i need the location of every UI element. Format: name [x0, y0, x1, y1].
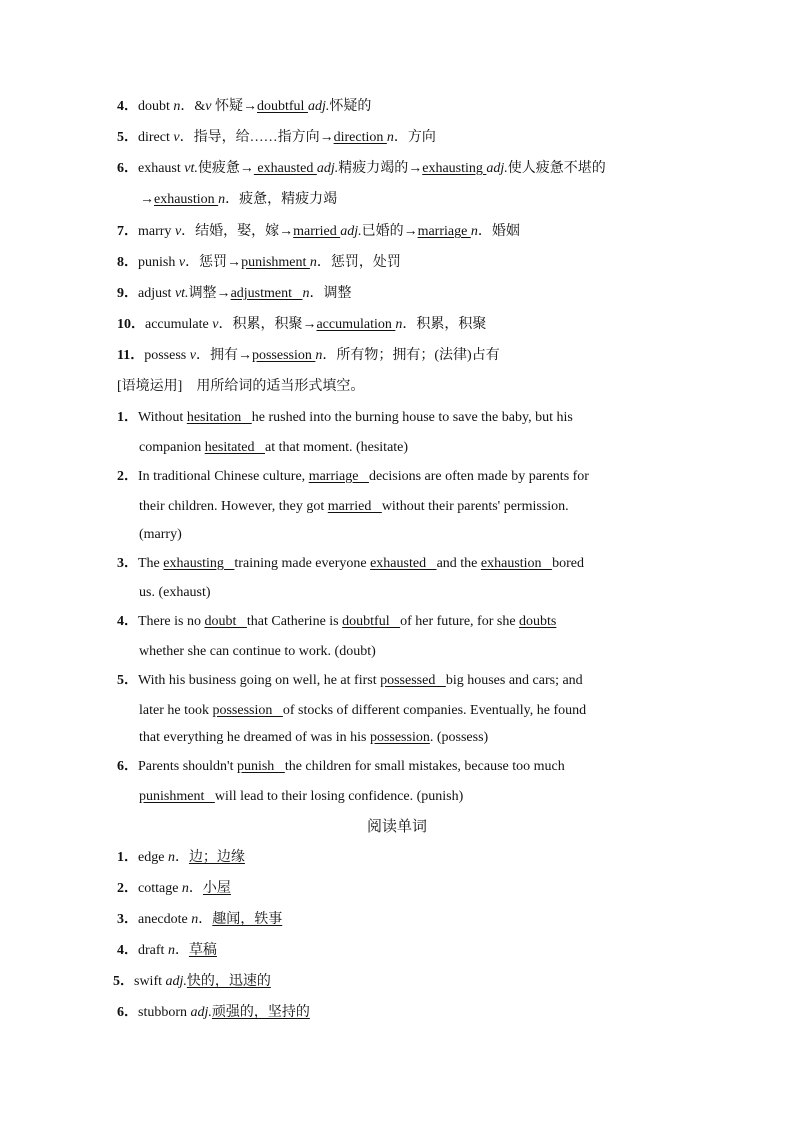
- answer: 边；边缘: [188, 850, 245, 865]
- text: Without: [138, 410, 187, 425]
- text: The: [138, 556, 164, 571]
- reading-word-item: [117, 941, 217, 961]
- part-of-speech: n: [386, 130, 394, 145]
- text: without their parents' permission.: [381, 499, 569, 514]
- text: big houses and cars; and: [445, 673, 583, 688]
- word: draft: [138, 943, 168, 958]
- answer: possession: [212, 703, 283, 718]
- answer: exhaustion: [480, 556, 553, 571]
- text: 怀疑→: [211, 99, 257, 114]
- part-of-speech: n: [395, 317, 403, 332]
- answer: adjustment: [230, 286, 303, 301]
- item-number: 8．: [117, 255, 138, 270]
- word: possess: [144, 348, 190, 363]
- reading-word-item: [117, 848, 245, 868]
- vocab-item-continued: [140, 190, 337, 210]
- item-number: 4．: [117, 943, 138, 958]
- text: of stocks of different companies. Eventually, he found: [282, 703, 587, 718]
- answer: exhausted: [253, 161, 317, 176]
- part-of-speech: adj.: [190, 1005, 212, 1020]
- item-number: 2．: [117, 881, 138, 896]
- text: will lead to their losing confidence. (punish): [214, 789, 464, 804]
- word: marry: [138, 224, 175, 239]
- answer: possession: [251, 348, 316, 363]
- item-number: 5．: [117, 673, 138, 688]
- word: stubborn: [138, 1005, 191, 1020]
- text: (marry): [139, 527, 182, 542]
- text: There is no: [138, 614, 205, 629]
- text: companion: [139, 440, 205, 455]
- vocab-item: [117, 97, 371, 117]
- word: adjust: [138, 286, 175, 301]
- text: ．&: [180, 99, 206, 114]
- part-of-speech: adj.: [486, 161, 508, 176]
- text: ．方向: [393, 130, 436, 145]
- item-number: 6．: [117, 759, 138, 774]
- answer: exhaustion: [154, 192, 219, 207]
- text: whether she can continue to work. (doubt): [139, 644, 376, 659]
- item-number: 1．: [117, 850, 138, 865]
- answer: exhausting: [163, 556, 235, 571]
- item-number: 7．: [117, 224, 138, 239]
- text: 调整→: [188, 286, 231, 301]
- part-of-speech: v: [178, 255, 186, 270]
- text: ．结婚，娶，嫁→: [181, 224, 294, 239]
- part-of-speech: n: [218, 192, 226, 207]
- text: decisions are often made by parents for: [368, 469, 589, 484]
- answer: direction: [333, 130, 387, 145]
- answer: hesitation: [186, 410, 252, 425]
- text: of her future, for she: [400, 614, 520, 629]
- context-line: [139, 728, 488, 748]
- item-number: 4．: [117, 614, 138, 629]
- text: ．疲惫，精疲力竭: [225, 192, 338, 207]
- text: ．积累，积聚: [402, 317, 487, 332]
- context-line: [117, 467, 589, 487]
- vocab-item: [117, 346, 500, 366]
- reading-word-item: [117, 1003, 310, 1023]
- text: ．积累，积聚→: [218, 317, 317, 332]
- word: punish: [138, 255, 179, 270]
- part-of-speech: v: [212, 317, 219, 332]
- part-of-speech: n: [167, 850, 175, 865]
- part-of-speech: adj.: [316, 161, 339, 176]
- part-of-speech: n: [191, 912, 199, 927]
- answer: doubt: [204, 614, 247, 629]
- part-of-speech: n: [470, 224, 478, 239]
- part-of-speech: n: [309, 255, 317, 270]
- part-of-speech: adj.: [307, 99, 330, 114]
- text: ．拥有→: [195, 348, 252, 363]
- text: In traditional Chinese culture,: [138, 469, 309, 484]
- text: . (possess): [429, 730, 489, 745]
- answer: marriage: [417, 224, 471, 239]
- text: With his business going on well, he at first: [138, 673, 381, 688]
- separator: ．: [174, 850, 189, 865]
- part-of-speech: n: [181, 881, 189, 896]
- text: ．婚姻: [477, 224, 520, 239]
- text: the children for small mistakes, because too much: [284, 759, 565, 774]
- item-number: 4．: [117, 99, 138, 114]
- part-of-speech: n: [173, 99, 181, 114]
- answer: punish: [236, 759, 285, 774]
- context-line: [139, 438, 408, 458]
- part-of-speech: n: [315, 348, 323, 363]
- item-number: 3．: [117, 556, 138, 571]
- word: doubt: [138, 99, 174, 114]
- vocab-item: [117, 284, 352, 304]
- item-number: 6．: [117, 161, 138, 176]
- item-number: 6．: [117, 1005, 138, 1020]
- text: 怀疑的: [329, 99, 372, 114]
- text: at that moment. (hesitate): [264, 440, 409, 455]
- word: swift: [134, 974, 166, 989]
- context-line: [139, 583, 211, 603]
- text: ．惩罚，处罚: [316, 255, 401, 270]
- item-number: 3．: [117, 912, 138, 927]
- reading-word-item: [113, 972, 271, 992]
- vocab-item: [117, 315, 486, 335]
- answer: married: [293, 224, 341, 239]
- item-number: 9．: [117, 286, 138, 301]
- word: accumulate: [145, 317, 213, 332]
- answer: doubtful: [342, 614, 401, 629]
- context-line: [139, 701, 586, 721]
- answer: 顽强的，坚持的: [211, 1005, 310, 1020]
- context-line: [139, 787, 463, 807]
- answer: doubtful: [257, 99, 308, 114]
- separator: ．: [198, 912, 213, 927]
- text: 已婚的→: [361, 224, 418, 239]
- vocab-item: [117, 159, 606, 179]
- part-of-speech: v: [174, 224, 182, 239]
- separator: ．: [174, 943, 189, 958]
- answer: marriage: [308, 469, 369, 484]
- part-of-speech: n: [302, 286, 310, 301]
- answer: married: [327, 499, 382, 514]
- item-number: 10．: [117, 317, 145, 332]
- context-line: [117, 671, 583, 691]
- text: and the: [436, 556, 481, 571]
- answer: doubts: [519, 614, 557, 629]
- text: later he took: [139, 703, 213, 718]
- item-number: 5．: [117, 130, 138, 145]
- context-line: [139, 525, 182, 545]
- section-heading-context: [语境运用] 用所给词的适当形式填空。: [117, 379, 365, 394]
- text: 使疲惫→: [197, 161, 254, 176]
- reading-word-item: [117, 910, 282, 930]
- part-of-speech: v: [189, 348, 196, 363]
- text: that everything he dreamed of was in his: [139, 730, 370, 745]
- context-line: [117, 554, 584, 574]
- answer: hesitated: [204, 440, 265, 455]
- word: anecdote: [138, 912, 192, 927]
- text: ．调整: [309, 286, 352, 301]
- part-of-speech: adj.: [340, 224, 362, 239]
- text: ．指导，给……指方向→: [179, 130, 334, 145]
- text: their children. However, they got: [139, 499, 328, 514]
- text: us. (exhaust): [139, 585, 211, 600]
- text: he rushed into the burning house to save the baby, but his: [251, 410, 573, 425]
- word: exhaust: [138, 161, 185, 176]
- vocab-item: [117, 128, 436, 148]
- word: edge: [138, 850, 168, 865]
- text: ．所有物；拥有；(法律)占有: [322, 348, 500, 363]
- text: 精疲力竭的→: [338, 161, 423, 176]
- answer: 趣闻，轶事: [212, 912, 283, 927]
- item-number: 5．: [113, 974, 134, 989]
- text: Parents shouldn't: [138, 759, 237, 774]
- answer: exhausting: [422, 161, 487, 176]
- answer: 草稿: [188, 943, 217, 958]
- context-line: [117, 612, 556, 632]
- section-heading-reading: 阅读单词: [366, 819, 427, 835]
- answer: possessed: [380, 673, 446, 688]
- item-number: 11．: [117, 348, 145, 363]
- part-of-speech: vt.: [174, 286, 189, 301]
- answer: 小屋: [202, 881, 231, 896]
- answer: punishment: [241, 255, 310, 270]
- reading-word-item: [117, 879, 231, 899]
- answer: possession: [369, 730, 430, 745]
- text: training made everyone: [234, 556, 371, 571]
- vocab-item: [117, 222, 520, 242]
- context-line: [117, 757, 565, 777]
- answer: exhausted: [370, 556, 437, 571]
- item-number: 1．: [117, 410, 138, 425]
- word: direct: [138, 130, 174, 145]
- vocab-item: [117, 253, 401, 273]
- text: ．惩罚→: [185, 255, 242, 270]
- answer: 快的，迅速的: [186, 974, 271, 989]
- text: 使人疲惫不堪的: [507, 161, 606, 176]
- context-line: [139, 642, 376, 662]
- separator: ．: [188, 881, 203, 896]
- context-line: [117, 408, 573, 428]
- answer: accumulation: [316, 317, 396, 332]
- part-of-speech: n: [167, 943, 175, 958]
- item-number: 2．: [117, 469, 138, 484]
- context-line: [139, 497, 569, 517]
- arrow: →: [140, 192, 154, 207]
- part-of-speech: adj.: [165, 974, 187, 989]
- text: bored: [552, 556, 584, 571]
- answer: punishment: [139, 789, 215, 804]
- word: cottage: [138, 881, 182, 896]
- part-of-speech: vt.: [184, 161, 198, 176]
- part-of-speech: v: [173, 130, 180, 145]
- part-of-speech: v: [205, 99, 212, 114]
- text: that Catherine is: [246, 614, 343, 629]
